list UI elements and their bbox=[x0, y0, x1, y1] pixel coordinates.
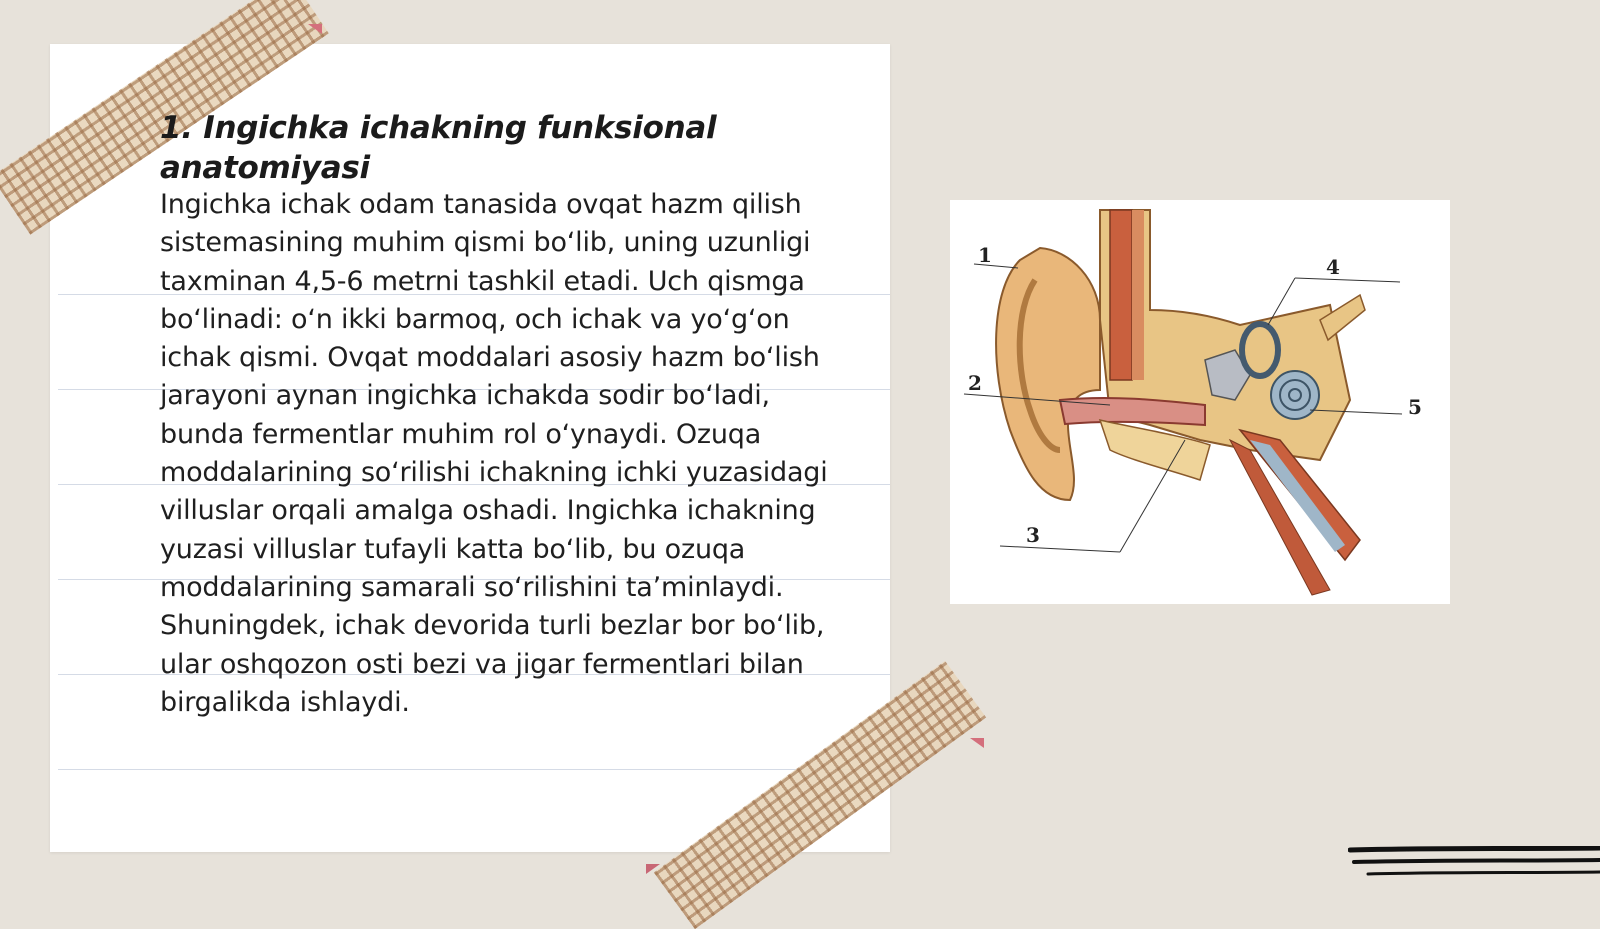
auricle-shape bbox=[996, 248, 1100, 500]
figure-label: 4 bbox=[1326, 255, 1340, 279]
cochlea-shape bbox=[1271, 371, 1319, 419]
leader-line bbox=[1000, 546, 1120, 552]
paper-rule-line bbox=[58, 769, 890, 770]
ear-canal-shape bbox=[1060, 398, 1205, 425]
muscle-layer-shape bbox=[1132, 210, 1144, 380]
figure-label: 3 bbox=[1026, 523, 1040, 547]
brush-line bbox=[1354, 860, 1600, 862]
decorative-brush-lines bbox=[1348, 846, 1600, 886]
slide-body-text: Ingichka ichak odam tanasida ovqat hazm qilish sistemasining muhim qismi boʻlib, uning uzunligi taxminan 4,5-6 metrni tashkil etadi. Uch qismga boʻlinadi: oʻn ikki barmoq, och ichak va yoʻgʻon ichak qismi. Ovqat moddalari asosiy hazm boʻlish jarayoni aynan ingichka ichakda sodir boʻladi, bunda fermentlar muhim rol oʻynaydi. Ozuqa moddalarining soʻrilishi ichakning ichki yuzasidagi villuslar orqali amalga oshadi. Ingichka ichakning yuzasi villuslar tufayli katta boʻlib, bu ozuqa moddalarining samarali soʻrilishini taʼminlaydi. Shuningdek, ichak devorida turli bezlar bor boʻlib, ular oshqozon osti bezi va jigar fermentlari bilan birgalikda ishlaydi. bbox=[160, 189, 828, 718]
leader-line bbox=[1295, 278, 1400, 282]
slide-title: 1. Ingichka ichakning funksional anatomiyasi bbox=[160, 110, 717, 186]
brush-line bbox=[1350, 848, 1600, 850]
auditory-nerve-shape bbox=[1320, 295, 1365, 340]
brush-line bbox=[1368, 872, 1600, 874]
pin-marker bbox=[646, 864, 660, 874]
pin-marker bbox=[970, 738, 984, 748]
figure-label: 1 bbox=[978, 243, 992, 267]
pin-marker bbox=[308, 24, 322, 34]
ear-anatomy-figure bbox=[950, 200, 1450, 604]
figure-label: 2 bbox=[968, 371, 982, 395]
figure-label: 5 bbox=[1408, 395, 1422, 419]
ear-anatomy-illustration bbox=[950, 200, 1450, 604]
skin-layer-shape bbox=[1110, 210, 1132, 380]
